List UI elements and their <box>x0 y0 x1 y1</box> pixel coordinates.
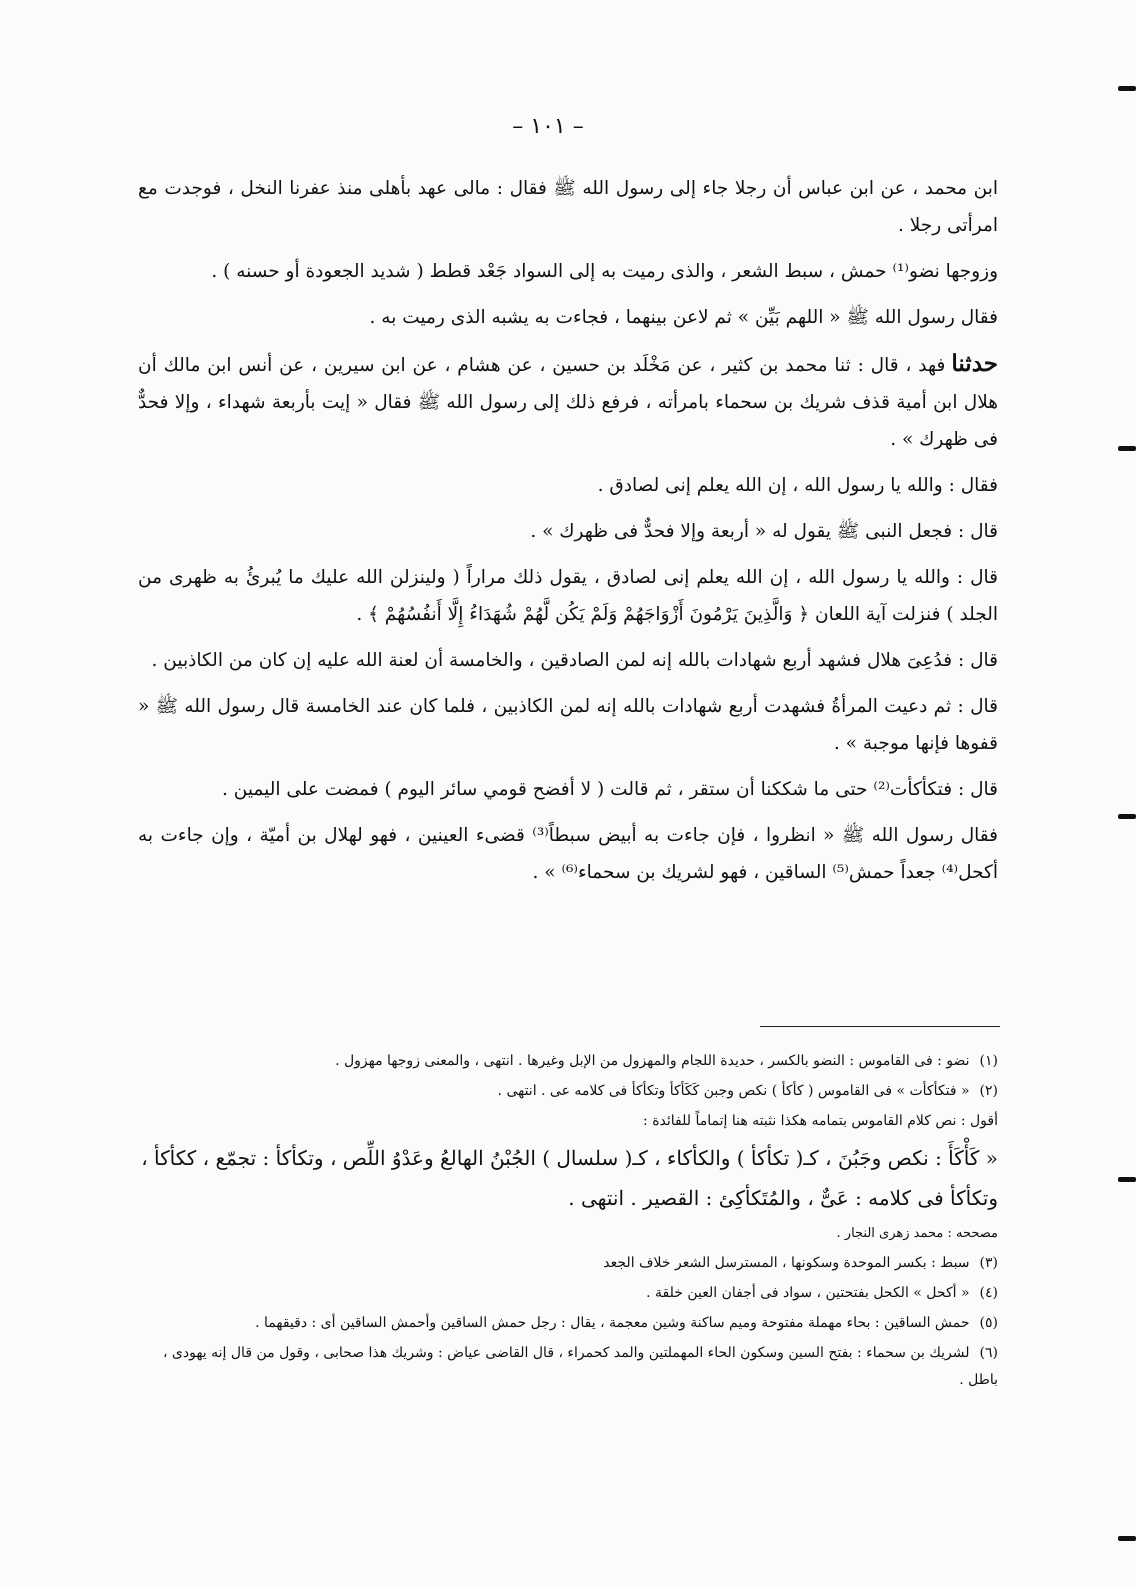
page-number: – ١٠١ – <box>512 114 584 139</box>
footnote-text: « فتكأكأت » فى القاموس ( كأكأ ) نكص وجبن كَكَأكأ وتكأكأ فى كلامه عى . انتهى . <box>497 1083 970 1099</box>
footnote-text: نضو : فى القاموس : النضو بالكسر ، حديدة اللجام والمهزول من الإبل وغيرها . انتهى ، والمعنى زوجها مهزول . <box>335 1053 970 1069</box>
footnote <box>138 1048 998 1075</box>
paragraph: وزوجها نضو⁽¹⁾ حمش ، سبط الشعر ، والذى رميت به إلى السواد جَعْد قطط ( شديد الجعودة أو حسنه ) . <box>211 261 998 282</box>
footnote-number: (٤) <box>979 1285 998 1301</box>
footnote-text: « أكحل » الكحل بفتحتين ، سواد فى أجفان العين خلقة . <box>646 1285 970 1301</box>
footnote-number: (٣) <box>979 1255 998 1271</box>
footnote-number: (٥) <box>979 1315 998 1331</box>
scan-edge-mark <box>1118 446 1136 451</box>
scan-edge-mark <box>1118 1177 1136 1182</box>
hadith-marker: حدثنا <box>951 350 998 377</box>
paragraph: قال : والله يا رسول الله ، إن الله يعلم إنى لصادق ، يقول ذلك مراراً ( ولينزلن الله عليك ما يُبرئُ به ظهرى من الجلد ) فنزلت آية اللعان ﴿ وَالَّذِينَ يَرْمُونَ أَزْوَاجَهُمْ وَلَمْ يَكُن لَّهُمْ شُهَدَاءُ إِلَّا أَنفُسُهُمْ ﴾ . <box>138 567 998 625</box>
footnote-text: سبط : بكسر الموحدة وسكونها ، المسترسل الشعر خلاف الجعد <box>603 1255 970 1271</box>
footnote-quote <box>138 1138 998 1218</box>
footnote-text: حمش الساقين : بحاء مهملة مفتوحة وميم ساكنة وشين معجمة ، يقال : رجل حمش الساقين وأحمش الساقين أى : دقيقهما . <box>255 1315 970 1331</box>
paragraph: فقال رسول الله ﷺ « انظروا ، فإن جاءت به أبيض سبطاً⁽³⁾ قضىء العينين ، فهو لهلال بن أميّة ، وإن جاءت به أكحل⁽⁴⁾ جعداً حمش⁽⁵⁾ الساقين ، فهو لشريك بن سحماء⁽⁶⁾ » . <box>138 825 998 883</box>
footnotes <box>138 1048 998 1397</box>
paragraph: قال : ثم دعيت المرأةُ فشهدت أربع شهادات بالله إنه لمن الكاذبين ، فلما كان عند الخامسة قال رسول الله ﷺ « قفوها فإنها موجبة » . <box>138 696 998 754</box>
paragraph: فقال رسول الله ﷺ « اللهم بَيِّن » ثم لاعن بينهما ، فجاءت به يشبه الذى رميت به . <box>369 307 998 328</box>
footnote-text: لشريك بن سحماء : بفتح السين وسكون الحاء المهملتين والمد كحمراء ، قال القاضى عياض : وشريك هذا صحابى ، وقول من قال إنه يهودى ، باطل . <box>162 1345 998 1388</box>
scan-edge-mark <box>1118 814 1136 819</box>
paragraph: قال : فتكأكأت⁽²⁾ حتى ما شككنا أن ستقر ، ثم قالت ( لا أفضح قومي سائر اليوم ) فمضت على اليمين . <box>221 779 998 800</box>
footnote <box>138 1108 998 1135</box>
paragraph-text: فهد ، قال : ثنا محمد بن كثير ، عن مَخْلَد بن حسين ، عن هشام ، عن ابن سيرين ، عن أنس ابن مالك أن هلال ابن أمية قذف شريك بن سحماء بامرأته ، فرفع ذلك إلى رسول الله ﷺ فقال « إيت بأربعة شهداء ، وإلا فحدٌّ فى ظهرك » . <box>138 355 998 450</box>
paragraph <box>138 345 998 458</box>
paragraph: قال : فدُعِىَ هلال فشهد أربع شهادات بالله إنه لمن الصادقين ، والخامسة أن لعنة الله عليه إن كان من الكاذبين . <box>151 650 998 671</box>
footnote-editor <box>138 1220 998 1247</box>
footnote-number: (٢) <box>979 1083 998 1099</box>
footnote-number: (٦) <box>979 1345 998 1361</box>
main-text <box>138 170 998 900</box>
footnote-separator <box>760 1026 1000 1027</box>
footnote-text: مصححه : محمد زهرى النجار . <box>836 1226 998 1241</box>
footnote <box>138 1078 998 1105</box>
scan-edge-mark <box>1118 1536 1136 1541</box>
footnote-number: (١) <box>979 1053 998 1069</box>
footnote <box>138 1310 998 1337</box>
footnote-text: أقول : نص كلام القاموس بتمامه هكذا نثبته هنا إتماماً للفائدة : <box>643 1113 998 1129</box>
footnote <box>138 1280 998 1307</box>
paragraph: ابن محمد ، عن ابن عباس أن رجلا جاء إلى رسول الله ﷺ فقال : مالى عهد بأهلى منذ عفرنا النخل ، فوجدت مع امرأتى رجلا . <box>138 178 998 236</box>
footnote-text: « كَأْكَأَ : نكص وجَبُنَ ، كـ( تكأكأ ) والكأكاء ، كـ( سلسال ) الجُبْنُ الهالعُ وعَدْوُ اللِّص ، وتكأكأ : تجمّع ، ككأكأ ، وتكأكأ فى كلامه : عَىٌّ ، والمُتَكأكِئ : القصير . انتهى . <box>141 1146 998 1210</box>
footnote <box>138 1250 998 1277</box>
footnote <box>138 1340 998 1394</box>
paragraph: قال : فجعل النبى ﷺ يقول له « أربعة وإلا فحدٌّ فى ظهرك » . <box>530 521 998 542</box>
paragraph: فقال : والله يا رسول الله ، إن الله يعلم إنى لصادق . <box>597 475 998 496</box>
scan-edge-mark <box>1118 86 1136 91</box>
